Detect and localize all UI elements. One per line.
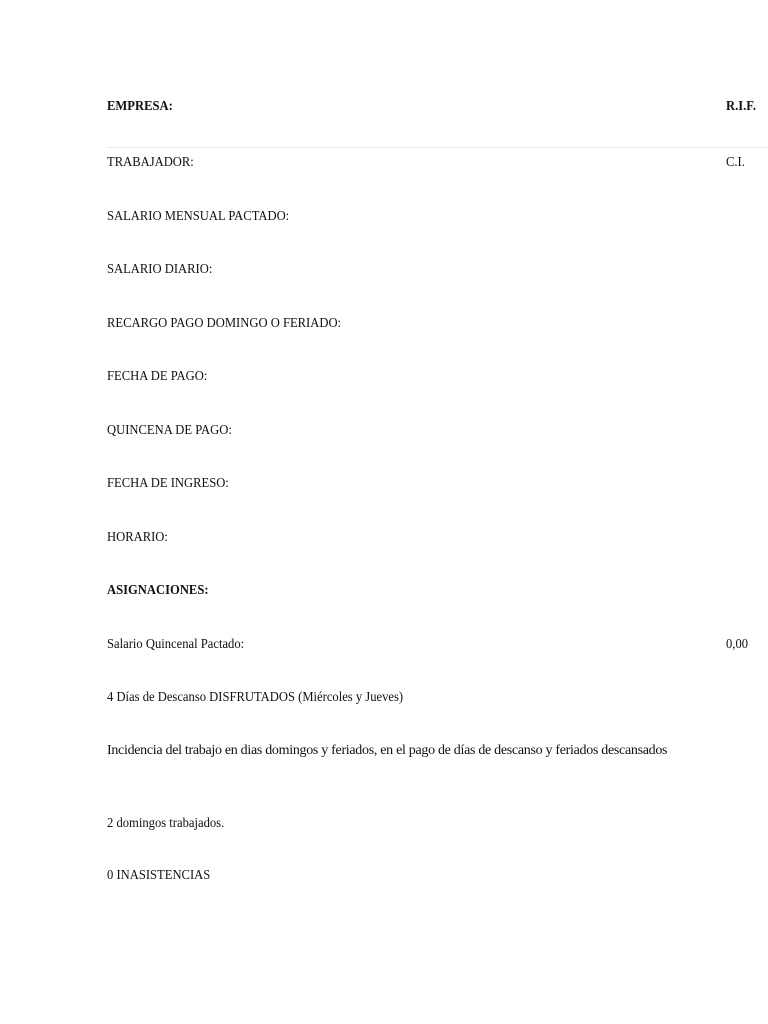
fecha-ingreso-label: FECHA DE INGRESO: bbox=[107, 476, 229, 491]
ci-label: C.I. bbox=[726, 155, 745, 170]
salario-quincenal-value: 0,00 bbox=[726, 637, 749, 652]
quincena-label: QUINCENA DE PAGO: bbox=[107, 423, 232, 438]
salario-quincenal-label: Salario Quincenal Pactado: bbox=[107, 637, 245, 652]
domingos-line: 2 domingos trabajados. bbox=[107, 816, 225, 831]
incidencia-paragraph: Incidencia del trabajo en dias domingos y feriados, en el pago de días de descanso y feriados descansados bbox=[107, 743, 668, 758]
trabajador-label: TRABAJADOR: bbox=[107, 155, 194, 170]
salario-diario-label: SALARIO DIARIO: bbox=[107, 262, 213, 277]
horario-label: HORARIO: bbox=[107, 530, 168, 545]
empresa-label: EMPRESA: bbox=[107, 99, 173, 114]
rif-label: R.I.F. bbox=[726, 99, 756, 114]
header-divider bbox=[107, 147, 768, 148]
recargo-label: RECARGO PAGO DOMINGO O FERIADO: bbox=[107, 316, 342, 331]
dias-descanso-line: 4 Días de Descanso DISFRUTADOS (Miércoles y Jueves) bbox=[107, 690, 404, 705]
asignaciones-title: ASIGNACIONES: bbox=[107, 583, 209, 598]
salario-mensual-label: SALARIO MENSUAL PACTADO: bbox=[107, 209, 290, 224]
inasistencias-line: 0 INASISTENCIAS bbox=[107, 868, 211, 883]
fecha-pago-label: FECHA DE PAGO: bbox=[107, 369, 208, 384]
